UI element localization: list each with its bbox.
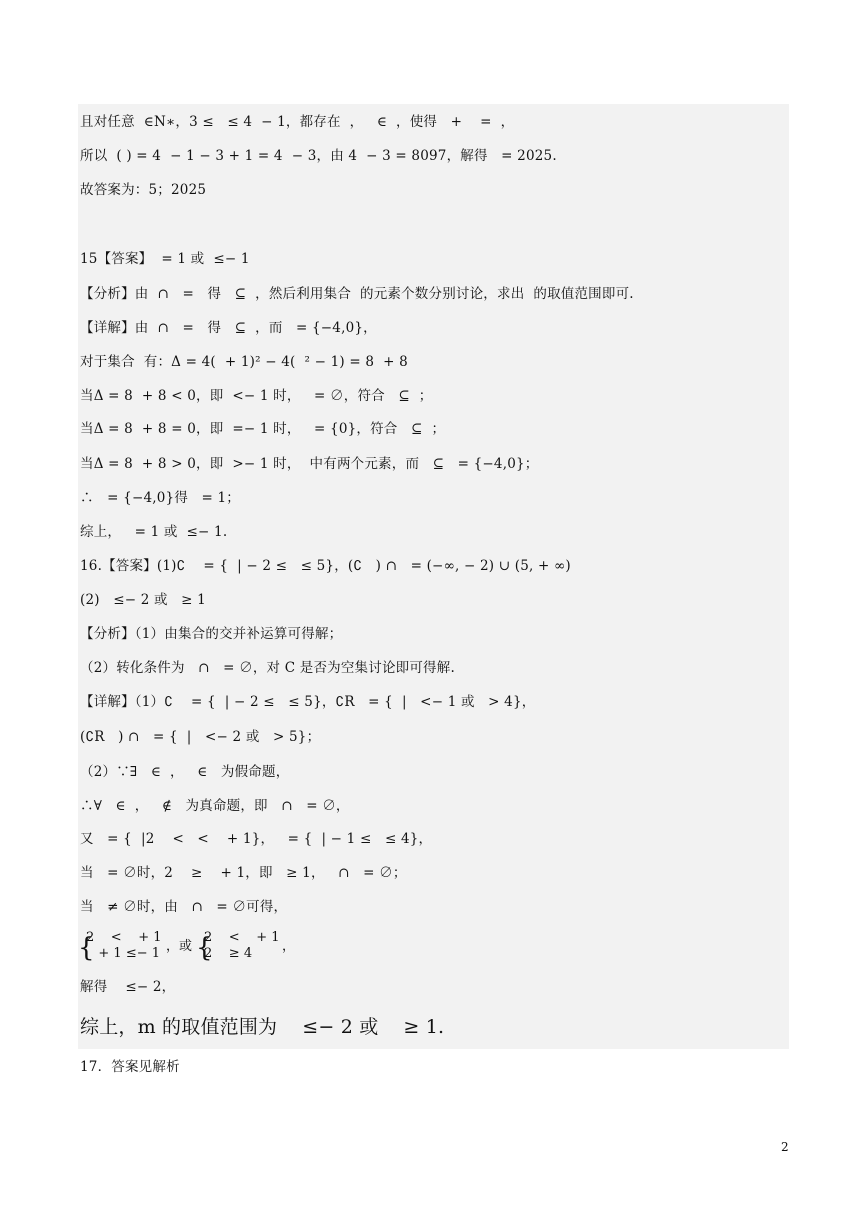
question-17-answer: 17．答案见解析: [80, 1059, 180, 1075]
system-row: 2 < + 1: [204, 930, 280, 945]
brace-system-1: { 2 < + 1 + 1 ≤− 1: [78, 930, 162, 963]
text-line: 综上， = 1 或 ≤− 1.: [80, 524, 228, 540]
text-line: 所以 ( ) = 4 − 1 − 3 + 1 = 4 − 3，由 4 − 3 = 8097，解得 = 2025.: [80, 148, 557, 164]
brace-end: ，: [282, 939, 296, 954]
text-line: ∴ = {−4,0}得 = 1；: [80, 490, 241, 506]
text-line: 且对任意 ∈N∗，3 ≤ ≤ 4 − 1，都存在 ， ∈ ，使得 + = ，: [80, 114, 515, 130]
text-line: 故答案为：5；2025: [80, 182, 207, 198]
question-15-answer: 15【答案】 = 1 或 ≤− 1: [80, 251, 250, 267]
text-line: 解得 ≤− 2，: [80, 979, 176, 995]
conclusion-line: 综上，m 的取值范围为 ≤− 2 或 ≥ 1.: [80, 1016, 445, 1038]
text-line: ∴∀ ∈ ， ∉ 为真命题，即 ∩ = ∅，: [80, 798, 350, 814]
text-line: (2) ≤− 2 或 ≥ 1: [80, 592, 206, 608]
brace-separator: ，或: [166, 939, 193, 954]
text-line: 当Δ = 8 + 8 > 0，即 >− 1 时， 中有两个元素，而 ⊆ = {−4,0}；: [80, 456, 539, 472]
page-number: 2: [781, 1140, 789, 1154]
text-line: 对于集合 有：Δ = 4( + 1)² − 4( ² − 1) = 8 + 8: [80, 354, 408, 370]
text-line: 当Δ = 8 + 8 = 0，即 =− 1 时， = {0}，符合 ⊆ ；: [80, 421, 446, 437]
system-row: 2 ≥ 4: [204, 946, 253, 961]
question-16-answer: 16.【答案】(1)∁ = { | − 2 ≤ ≤ 5}，(∁ ) ∩ = (−∞, − 2) ∪ (5, + ∞): [80, 558, 571, 574]
text-line: 【详解】（1）∁ = { | − 2 ≤ ≤ 5}，∁R = { | <− 1 或 > 4}，: [80, 694, 536, 710]
brace-system-2: { 2 < + 1 2 ≥ 4: [196, 930, 280, 963]
text-line: （2）∵∃ ∈ ， ∈ 为假命题，: [80, 764, 290, 780]
text-line: （2）转化条件为 ∩ = ∅，对 C 是否为空集讨论即可得解.: [80, 660, 455, 676]
text-line: 又 = { |2 < < + 1}， = { | − 1 ≤ ≤ 4}，: [80, 831, 433, 847]
system-row: + 1 ≤− 1: [86, 946, 161, 961]
text-line: 当 ≠ ∅时，由 ∩ = ∅可得，: [80, 899, 288, 915]
text-line: 【分析】由 ∩ = 得 ⊆ ，然后利用集合 的元素个数分别讨论，求出 的取值范围即可.: [80, 286, 634, 302]
text-line: 当 = ∅时，2 ≥ + 1，即 ≥ 1， ∩ = ∅；: [80, 865, 407, 881]
text-line: 【分析】（1）由集合的交并补运算可得解；: [80, 626, 343, 642]
system-row: 2 < + 1: [86, 930, 162, 945]
text-line: 当Δ = 8 + 8 < 0，即 <− 1 时， = ∅，符合 ⊆ ；: [80, 388, 433, 404]
text-line: (∁R ) ∩ = { | <− 2 或 > 5}；: [80, 729, 321, 745]
text-line: 【详解】由 ∩ = 得 ⊆ ，而 = {−4,0}，: [80, 320, 377, 336]
